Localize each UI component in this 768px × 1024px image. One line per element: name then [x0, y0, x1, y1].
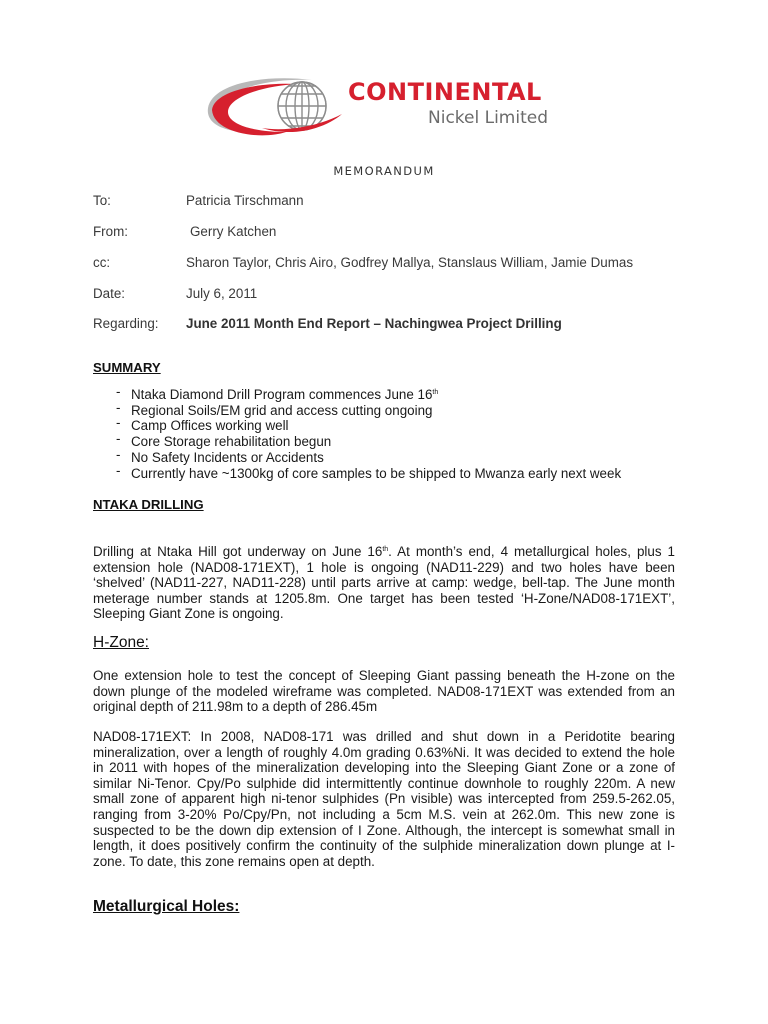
metallurgical-holes-heading: Metallurgical Holes: [93, 898, 240, 915]
date-label: Date: [93, 286, 126, 301]
cc-value: Sharon Taylor, Chris Airo, Godfrey Mallya, Stanslaus William, Jamie Dumas [186, 255, 634, 270]
h-zone-heading: H-Zone: [93, 634, 149, 651]
ntaka-drilling-heading: NTAKA DRILLING [93, 497, 204, 512]
summary-item: - Currently have ~1300kg of core samples to be shipped to Mwanza early next week [116, 462, 622, 481]
from-value: Gerry Katchen [190, 224, 277, 239]
h-zone-paragraph-1: One extension hole to test the concept of Sleeping Giant passing beneath the H-zone on the down plunge of the modeled wireframe was completed. NAD08-171EXT was extended from an original depth of 211.98m to a depth of 286.45m [93, 668, 675, 715]
summary-item: - Regional Soils/EM grid and access cutting ongoing [116, 399, 433, 418]
to-value: Patricia Tirschmann [186, 193, 304, 208]
summary-item: - Camp Offices working well [116, 415, 289, 434]
to-label: To: [93, 193, 111, 208]
summary-item: - Ntaka Diamond Drill Program commences June 16th [116, 384, 439, 402]
memo-title: MEMORANDUM [333, 164, 435, 178]
summary-list [114, 384, 622, 481]
logo-company-name: CONTINENTAL [348, 78, 542, 106]
summary-item: - Core Storage rehabilitation begun [116, 431, 332, 450]
globe-swoosh-icon [202, 70, 352, 142]
ntaka-drilling-paragraph: Drilling at Ntaka Hill got underway on June 16th. At month’s end, 4 metallurgical holes, plus 1 extension hole (NAD08-171EXT), 1 hole is ongoing (NAD11-229) and two holes have been ‘shelved’ (NAD11-227, NAD11-228) until parts arrive at camp: wedge, bell-tap. The June month meterage number stands at 1205.8m. One target has been tested ‘H-Zone/NAD08-171EXT’, Sleeping Giant Zone is ongoing. [93, 544, 675, 622]
h-zone-paragraph-2: NAD08-171EXT: In 2008, NAD08-171 was drilled and shut down in a Peridotite bearing mineralization, over a length of roughly 4.0m grading 0.63%Ni. It was decided to extend the hole in 2011 with hopes of the mineralization developing into the Sleeping Giant Zone or a zone of similar Ni-Tenor. Cpy/Po sulphide did intermittently continue downhole to roughly 220m. A new small zone of apparent high ni-tenor sulphides (Pn visible) was intercepted from 259.5-262.05, ranging from 3-20% Po/Cpy/Pn, not including a 5cm M.S. vein at 262.0m. This new zone is suspected to be the down dip extension of I Zone. Although, the intercept is somewhat small in length, it does positively confirm the continuity of the sulphide mineralization down plunge at I-zone. To date, this zone remains open at depth. [93, 729, 675, 869]
logo-company-subtitle: Nickel Limited [428, 108, 549, 128]
from-label: From: [93, 224, 128, 239]
date-value: July 6, 2011 [186, 286, 258, 301]
summary-item: - No Safety Incidents or Accidents [116, 446, 324, 465]
cc-label: cc: [93, 255, 111, 270]
summary-heading: SUMMARY [93, 360, 161, 375]
regarding-value: June 2011 Month End Report – Nachingwea Project Drilling [186, 316, 562, 331]
regarding-label: Regarding: [93, 316, 159, 331]
company-logo [202, 70, 582, 142]
